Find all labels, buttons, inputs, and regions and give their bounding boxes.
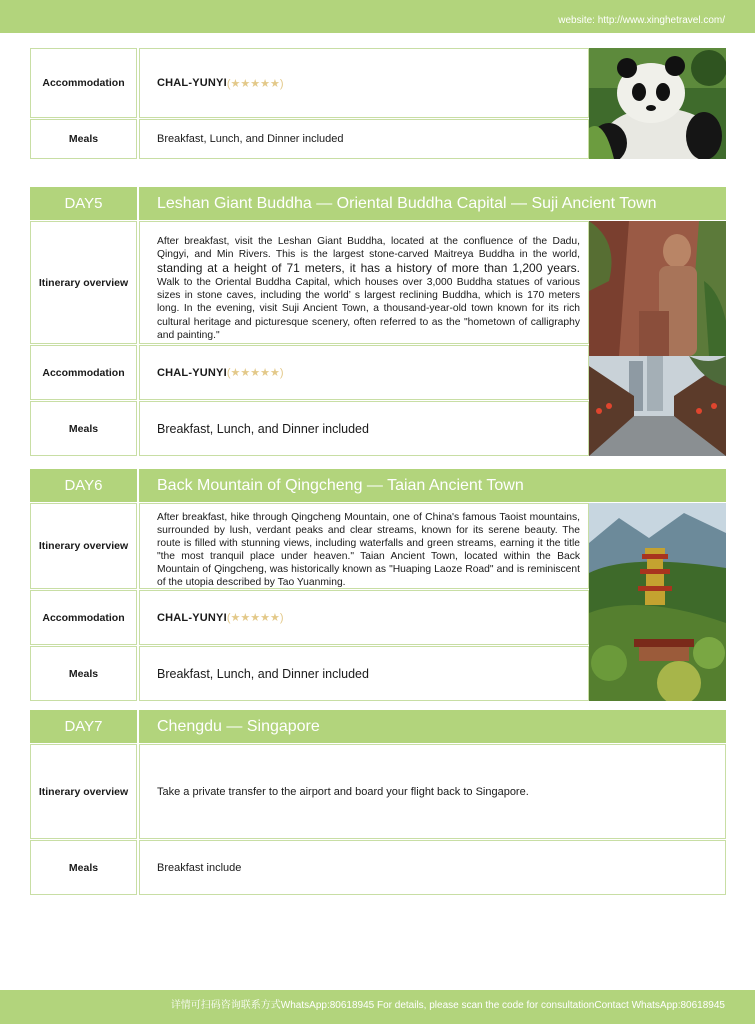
footer-contact: 详情可扫码咨询联系方式WhatsApp:80618945 For details, please scan the code for consultationContact WhatsApp:80618945: [170, 1000, 725, 1011]
footer-bar: [0, 990, 755, 1024]
meals-day7: Breakfast include: [139, 840, 726, 895]
day7-overview: Take a private transfer to the airport and board your flight back to Singapore.: [139, 744, 726, 839]
day6-title: Back Mountain of Qingcheng — Taian Ancient Town: [139, 469, 726, 502]
day6-label: DAY6: [30, 469, 137, 502]
meals-day5: Breakfast, Lunch, and Dinner included: [139, 401, 589, 456]
meals-day6: Breakfast, Lunch, and Dinner included: [139, 646, 589, 701]
meals-top: Breakfast, Lunch, and Dinner included: [139, 119, 589, 159]
day7-label: DAY7: [30, 710, 137, 743]
day6-overview: After breakfast, hike through Qingcheng Mountain, one of China's famous Taoist mountains, surrounded by lush, verdant peaks and clear streams, known for its serene beauty. The route is filled with stunning views, including waterfalls and green streams, earning it the title "the most tranquil place under heaven." Taian Ancient Town, located within the Back Mountain of Qingcheng, was historically known as "Huaping Laoze Road" and is reminiscent of the utopia described by Tao Yuanming.: [139, 503, 589, 589]
hotel-stars: (★★★★★): [226, 367, 284, 379]
label-meals-day6: Meals: [30, 646, 137, 701]
header-bar: [0, 0, 755, 33]
day7-title: Chengdu — Singapore: [139, 710, 726, 743]
panda-photo: [589, 48, 726, 159]
label-accommodation-top: Accommodation: [30, 48, 137, 118]
accommodation-day5: [139, 345, 589, 400]
label-meals-top: Meals: [30, 119, 137, 159]
label-meals-day7: Meals: [30, 840, 137, 895]
day5-title: Leshan Giant Buddha — Oriental Buddha Capital — Suji Ancient Town: [139, 187, 726, 220]
label-accommodation-day6: Accommodation: [30, 590, 137, 645]
giant-buddha-photo: [589, 221, 726, 356]
accommodation-top: [139, 48, 589, 118]
day5-overview-part2: Walk to the Oriental Buddha Capital, which houses over 3,000 Buddha statues of various sizes in stone caves, including the world’ s largest reclining Buddha, which is 170 meters long. In the evening, visit Suji Ancient Town, a thousand-year-old town known for its rich cultural heritage and picturesque scenery, often referred to as the "hometown of calligraphy and painting.": [157, 277, 580, 341]
day5-overview-highlight: standing at a height of 71 meters, it has a history of more than 1,200 years.: [157, 261, 580, 276]
website-link[interactable]: website: http://www.xinghetravel.com/: [558, 15, 725, 26]
hotel-stars: (★★★★★): [226, 612, 284, 624]
day5-label: DAY5: [30, 187, 137, 220]
label-itinerary-day6: Itinerary overview: [30, 503, 137, 589]
hotel-stars: (★★★★★): [226, 77, 284, 90]
suji-town-photo: [589, 356, 726, 456]
label-itinerary-day7: Itinerary overview: [30, 744, 137, 839]
label-accommodation-day5: Accommodation: [30, 345, 137, 400]
label-meals-day5: Meals: [30, 401, 137, 456]
label-itinerary-day5: Itinerary overview: [30, 221, 137, 344]
hotel-name: CHAL-YUNYI: [157, 77, 227, 89]
accommodation-day6: [139, 590, 589, 645]
qingcheng-pagoda-photo: [589, 503, 726, 701]
hotel-name: CHAL-YUNYI: [157, 611, 227, 624]
day5-overview-part1: After breakfast, visit the Leshan Giant Buddha, located at the confluence of the Dadu, Qingyi, and Min Rivers. This is the largest stone-carved Maitreya Buddha in the world,: [157, 236, 580, 261]
hotel-name: CHAL-YUNYI: [157, 366, 227, 379]
day5-overview: [139, 221, 589, 344]
